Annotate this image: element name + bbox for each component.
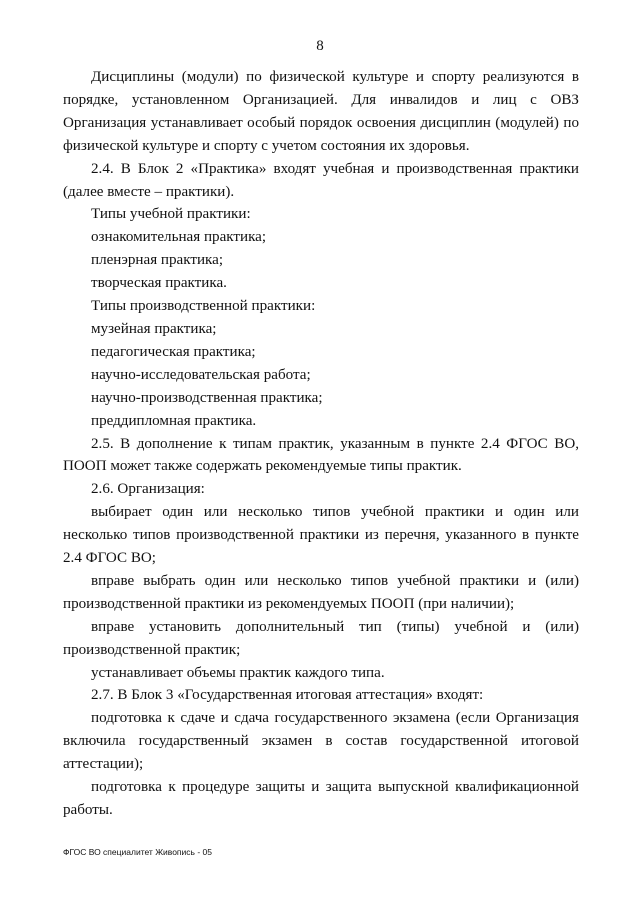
list-item: преддипломная практика. [91,412,257,429]
paragraph-2-4: 2.4. В Блок 2 «Практика» входят учебная и производственная практики (далее вместе – практики). [63,160,579,200]
paragraph-2-7-item: подготовка к процедуре защиты и защита выпускной квалификационной работы. [63,779,579,818]
footer-text: ФГОС ВО специалитет Живопись - 05 [63,847,212,857]
list-item: научно-производственная практика; [91,389,323,406]
paragraph-2-6-item: устанавливает объемы практик каждого типа. [91,664,385,681]
list-item: пленэрная практика; [91,252,224,269]
list-item: ознакомительная практика; [91,229,267,246]
page-number: 8 [316,38,324,54]
paragraph-2-6-item: вправе выбрать один или несколько типов учебной практики и (или) производственной практики из рекомендуемых ПООП (при наличии); [63,572,579,612]
list-heading-production: Типы производственной практики: [91,298,316,315]
list-item: педагогическая практика; [91,343,256,360]
list-item: музейная практика; [91,320,217,337]
paragraph-pe-disciplines: Дисциплины (модули) по физической культуре и спорту реализуются в порядке, установленном Организацией. Для инвалидов и лиц с ОВЗ Организация устанавливает особый порядок освоения дисциплин (модулей) по физической культуре и спорту с учетом состояния их здоровья. [63,69,579,154]
paragraph-2-6: 2.6. Организация: [91,481,205,498]
paragraph-2-7-item: подготовка к сдаче и сдача государственного экзамена (если Организация включила государственный экзамен в состав государственной итоговой аттестации); [63,710,579,773]
paragraph-2-6-item: вправе установить дополнительный тип (типы) учебной и (или) производственной практик; [63,618,579,658]
paragraph-2-7: 2.7. В Блок 3 «Государственная итоговая аттестация» входят: [91,687,484,704]
paragraph-2-5: 2.5. В дополнение к типам практик, указанным в пункте 2.4 ФГОС ВО, ПООП может также содержать рекомендуемые типы практик. [63,435,579,475]
list-item: творческая практика. [91,275,227,292]
list-heading-educational: Типы учебной практики: [91,206,251,223]
paragraph-2-6-item: выбирает один или несколько типов учебной практики и один или несколько типов производственной практики из перечня, указанного в пункте 2.4 ФГОС ВО; [63,504,579,567]
list-item: научно-исследовательская работа; [91,366,311,383]
page-body [63,66,579,822]
